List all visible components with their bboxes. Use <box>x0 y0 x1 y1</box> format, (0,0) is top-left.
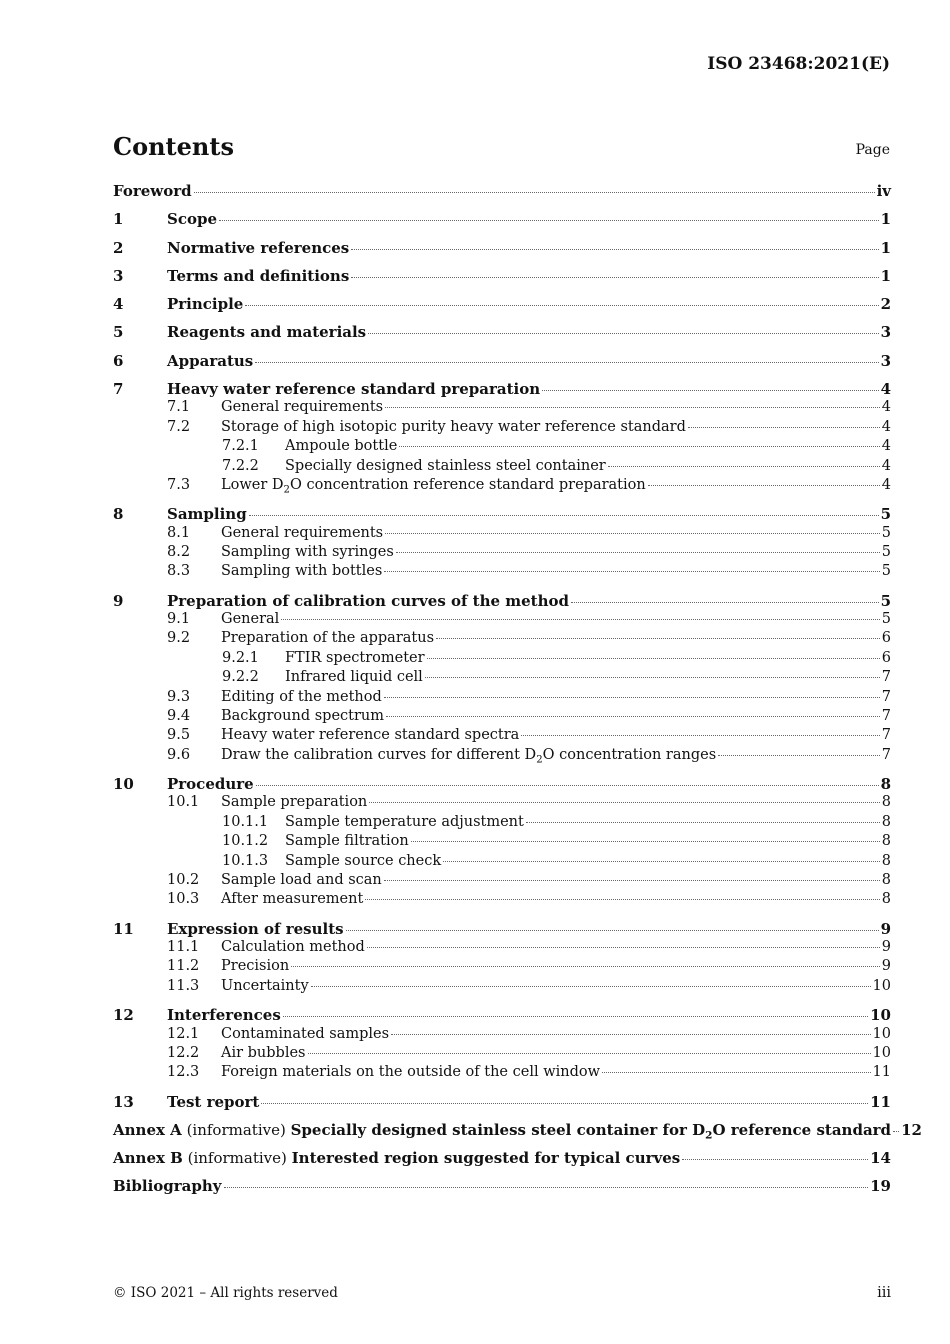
toc-entry-label: Normative references <box>167 238 350 257</box>
toc-entry-page: 9 <box>881 939 891 956</box>
dot-leader <box>365 899 879 900</box>
dot-leader <box>411 841 880 842</box>
toc-entry-title <box>221 630 434 646</box>
dot-leader <box>427 658 880 659</box>
toc-entry-page: 7 <box>881 669 891 686</box>
toc-subclause-entry[interactable] <box>113 891 891 910</box>
toc-entry-page: 12 <box>901 1120 922 1139</box>
toc-entry-number: 5 <box>113 323 124 342</box>
toc-entry-label: Apparatus <box>167 351 254 370</box>
toc-subclause-entry[interactable] <box>113 399 891 418</box>
toc-subclause-entry[interactable] <box>113 1064 891 1083</box>
toc-subclause-entry[interactable] <box>113 630 891 649</box>
toc-entry-title <box>221 727 519 743</box>
toc-entry-title <box>167 1006 281 1024</box>
toc-entry-page: 4 <box>881 438 891 455</box>
toc-subclause-entry[interactable] <box>113 544 891 563</box>
toc-entry-page: 8 <box>881 872 891 889</box>
toc-entry-page: 10 <box>872 977 891 994</box>
toc-clause-entry[interactable] <box>113 239 891 258</box>
toc-entry-page: 5 <box>880 591 891 610</box>
toc-entry-title <box>221 978 309 994</box>
toc-clause-entry[interactable] <box>113 775 891 794</box>
toc-subclause-entry[interactable] <box>113 563 891 582</box>
toc-clause-entry[interactable] <box>113 323 891 342</box>
dot-leader <box>718 755 880 756</box>
toc-subclause-entry[interactable] <box>113 669 891 688</box>
toc-clause-entry[interactable] <box>113 267 891 286</box>
toc-entry-label: Editing of the method <box>221 688 382 705</box>
toc-subclause-entry[interactable] <box>113 814 891 833</box>
toc-entry-page: 4 <box>881 457 891 474</box>
toc-entry-title <box>221 525 383 541</box>
toc-entry-page: 4 <box>881 399 891 416</box>
document-id: ISO 23468:2021(E) <box>707 54 890 74</box>
toc-entry-page: 7 <box>881 708 891 724</box>
toc-clause-entry[interactable] <box>113 920 891 939</box>
toc-entry-title <box>167 267 349 285</box>
toc-entry-label: Sample source check <box>285 852 442 869</box>
toc-entry-page: 8 <box>881 813 891 830</box>
toc-entry-title <box>221 794 367 810</box>
dot-leader <box>526 822 880 823</box>
toc-entry-page: 1 <box>880 238 891 257</box>
toc-entry-label: Preparation of the apparatus <box>221 630 435 647</box>
toc-entry-number: 7.2.1 <box>222 438 259 455</box>
toc-subclause-entry[interactable] <box>113 458 891 477</box>
dot-leader <box>261 1103 868 1104</box>
page-number: iii <box>877 1285 891 1301</box>
toc-entry-number: 2 <box>113 238 124 257</box>
toc-entry-number: 11 <box>113 919 134 938</box>
toc-entry-label: Specially designed stainless steel container <box>285 457 606 474</box>
dot-leader <box>367 947 880 948</box>
toc-entry-page: 1 <box>880 266 891 285</box>
dot-leader <box>436 638 880 639</box>
toc-entry-page: 7 <box>881 688 891 705</box>
toc-entry-number: 12.2 <box>167 1044 200 1061</box>
table-of-contents <box>113 182 922 1197</box>
dot-leader <box>384 880 880 881</box>
dot-leader <box>311 986 871 987</box>
toc-entry-title <box>167 1093 259 1111</box>
toc-entry-label: Background spectrum <box>221 708 384 724</box>
toc-entry-label: General requirements <box>221 399 384 416</box>
toc-entry-page: 5 <box>881 611 891 628</box>
toc-entry-title <box>221 611 279 627</box>
toc-entry-label: Procedure <box>167 775 254 794</box>
toc-subclause-entry[interactable] <box>113 477 891 496</box>
toc-entry-number: 7 <box>113 379 124 398</box>
toc-entry-label: Uncertainty <box>221 977 309 994</box>
toc-entry-label: Storage of high isotopic purity heavy water reference standard <box>221 418 686 435</box>
toc-entry-page: 7 <box>881 727 891 744</box>
toc-entry-number: 10 <box>113 775 134 794</box>
dot-leader <box>194 192 875 193</box>
toc-entry-title <box>285 833 409 849</box>
toc-entry-label: Precision <box>221 958 290 975</box>
toc-entry-title <box>221 544 394 560</box>
toc-entry-number: 9.2 <box>167 630 191 647</box>
toc-entry-number: 13 <box>113 1092 134 1111</box>
toc-entry-title <box>221 689 382 705</box>
toc-clause-entry[interactable] <box>113 592 891 611</box>
toc-entry-title <box>285 438 397 454</box>
toc-entry-page: 10 <box>872 1025 891 1042</box>
toc-entry-page: 19 <box>870 1177 891 1196</box>
toc-subclause-entry[interactable] <box>113 939 891 958</box>
toc-entry-label: Scope <box>167 210 218 229</box>
toc-entry-label: Sample preparation <box>221 794 368 811</box>
dot-leader <box>351 277 878 278</box>
page-column-label: Page <box>855 142 890 158</box>
toc-entry-page: 9 <box>881 958 891 975</box>
toc-entry-number: 12 <box>113 1006 134 1025</box>
toc-subclause-entry[interactable] <box>113 794 891 813</box>
dot-leader <box>443 861 880 862</box>
toc-entry-page: 2 <box>880 295 891 314</box>
toc-entry-label: Heavy water reference standard spectra <box>221 727 520 744</box>
dot-leader <box>682 1159 868 1160</box>
toc-entry-page: 9 <box>880 919 891 938</box>
toc-entry-title <box>113 1149 680 1167</box>
toc-entry-page: 5 <box>881 524 891 541</box>
toc-entry-label: Sampling with syringes <box>221 543 394 560</box>
toc-entry-title <box>285 814 524 830</box>
toc-clause-entry[interactable] <box>113 1006 891 1025</box>
toc-entry-number: 8.3 <box>167 563 191 580</box>
dot-leader <box>602 1072 871 1073</box>
toc-entry-page: 5 <box>881 543 891 560</box>
toc-entry-number: 12.3 <box>167 1064 200 1081</box>
toc-entry-title <box>221 708 384 724</box>
toc-entry-number: 9.6 <box>167 746 191 763</box>
dot-leader <box>219 220 879 221</box>
dot-leader <box>521 735 879 736</box>
page-title: Contents <box>113 132 234 161</box>
toc-entry-number: 11.3 <box>167 977 200 994</box>
toc-entry-title <box>113 1120 892 1142</box>
copyright-notice: © ISO 2021 – All rights reserved <box>113 1285 338 1301</box>
toc-entry-number: 7.2.2 <box>222 457 259 474</box>
annex-note: (informative) <box>181 1120 291 1139</box>
toc-annex-entry[interactable] <box>113 1149 891 1168</box>
toc-entry-title <box>167 239 349 257</box>
toc-entry-label: Sampling <box>167 505 247 524</box>
dot-leader <box>256 785 879 786</box>
toc-entry-number: 9.5 <box>167 727 191 744</box>
toc-entry-page: 11 <box>870 1092 891 1111</box>
dot-leader <box>245 305 878 306</box>
toc-entry-page: 8 <box>880 775 891 794</box>
toc-entry-title <box>113 182 192 200</box>
toc-entry-number: 10.1 <box>167 794 200 811</box>
toc-entry-page: 5 <box>881 563 891 580</box>
toc-entry-title <box>221 476 646 496</box>
toc-entry-number: 4 <box>113 295 124 314</box>
dot-leader <box>425 677 880 678</box>
toc-subclause-entry[interactable] <box>113 650 891 669</box>
toc-annex-entry[interactable] <box>113 1177 891 1196</box>
toc-entry-page: 4 <box>880 379 891 398</box>
toc-entry-title <box>221 563 382 579</box>
dot-leader <box>308 1053 871 1054</box>
toc-entry-label: Reagents and materials <box>167 323 367 342</box>
toc-entry-number: 9 <box>113 591 124 610</box>
toc-subclause-entry[interactable] <box>113 978 891 997</box>
toc-entry-title <box>221 891 363 907</box>
toc-entry-label: Bibliography <box>113 1177 222 1196</box>
toc-entry-number: 7.1 <box>167 399 191 416</box>
toc-entry-page: 6 <box>881 630 891 647</box>
toc-entry-title <box>167 295 243 313</box>
toc-clause-entry[interactable] <box>113 182 891 201</box>
toc-entry-label: After measurement <box>221 891 364 908</box>
toc-entry-label: Infrared liquid cell <box>285 669 423 686</box>
annex-prefix: Annex B <box>113 1149 183 1168</box>
toc-entry-page: 10 <box>870 1006 891 1025</box>
toc-entry-label: Contaminated samples <box>221 1025 390 1042</box>
toc-entry-page: 10 <box>872 1044 891 1061</box>
annex-note: (informative) <box>182 1149 292 1168</box>
toc-entry-label: Test report <box>167 1092 260 1111</box>
toc-entry-title <box>221 399 383 415</box>
toc-entry-page: 7 <box>881 746 891 763</box>
dot-leader <box>369 802 879 803</box>
toc-entry-page: 6 <box>881 649 891 666</box>
toc-entry-number: 1 <box>113 210 124 229</box>
toc-entry-number: 3 <box>113 266 124 285</box>
toc-entry-label: Sampling with bottles <box>221 563 383 580</box>
toc-entry-number: 10.1.3 <box>222 852 269 869</box>
toc-entry-title <box>285 650 425 666</box>
toc-entry-title <box>221 872 382 888</box>
toc-entry-label: Draw the calibration curves for different $D_2O$ concentration ranges <box>221 746 717 766</box>
toc-subclause-entry[interactable] <box>113 419 891 438</box>
toc-entry-title <box>285 853 441 869</box>
toc-entry-page: 1 <box>880 210 891 229</box>
toc-subclause-entry[interactable] <box>113 708 891 727</box>
toc-entry-label: Heavy water reference standard preparation <box>167 379 541 398</box>
toc-entry-number: 7.3 <box>167 476 191 493</box>
toc-subclause-entry[interactable] <box>113 958 891 977</box>
toc-entry-number: 8.1 <box>167 524 191 541</box>
toc-entry-label: Sample temperature adjustment <box>285 813 524 830</box>
dot-leader <box>384 571 880 572</box>
toc-entry-title <box>221 746 717 766</box>
toc-annex-entry[interactable] <box>113 1120 922 1142</box>
toc-entry-label: Specially designed stainless steel container for $D_2O$ reference standard <box>290 1120 892 1142</box>
toc-entry-number: 8.2 <box>167 543 191 560</box>
toc-clause-entry[interactable] <box>113 380 891 399</box>
toc-clause-entry[interactable] <box>113 1093 891 1112</box>
annex-prefix: Annex A <box>113 1120 182 1139</box>
toc-entry-page: 4 <box>881 418 891 435</box>
toc-entry-label: Lower $D_2O$ concentration reference standard preparation <box>221 476 646 496</box>
dot-leader <box>386 716 880 717</box>
dot-leader <box>542 390 878 391</box>
toc-subclause-entry[interactable] <box>113 727 891 746</box>
dot-leader <box>291 966 880 967</box>
toc-subclause-entry[interactable] <box>113 833 891 852</box>
toc-entry-page: 3 <box>880 351 891 370</box>
toc-entry-title <box>167 592 569 610</box>
dot-leader <box>385 533 880 534</box>
toc-subclause-entry[interactable] <box>113 611 891 630</box>
toc-entry-title <box>167 380 540 398</box>
toc-entry-number: 9.1 <box>167 611 191 628</box>
toc-subclause-entry[interactable] <box>113 1045 891 1064</box>
toc-entry-number: 6 <box>113 351 124 370</box>
toc-entry-number: 10.1.2 <box>222 833 269 850</box>
dot-leader <box>893 1131 899 1132</box>
toc-entry-label: Sample load and scan <box>221 872 382 889</box>
toc-clause-entry[interactable] <box>113 352 891 371</box>
toc-entry-title <box>221 1064 600 1080</box>
toc-entry-label: Ampoule bottle <box>285 438 398 455</box>
toc-subclause-entry[interactable] <box>113 689 891 708</box>
toc-entry-page: 8 <box>881 852 891 869</box>
toc-entry-number: 10.3 <box>167 891 200 908</box>
dot-leader <box>571 602 879 603</box>
toc-subclause-entry[interactable] <box>113 438 891 457</box>
dot-leader <box>368 333 878 334</box>
toc-entry-label: Foreign materials on the outside of the cell window <box>221 1064 601 1081</box>
toc-entry-number: 7.2 <box>167 418 191 435</box>
dot-leader <box>384 697 880 698</box>
dot-leader <box>255 362 878 363</box>
toc-entry-label: Interested region suggested for typical curves <box>291 1149 681 1168</box>
toc-entry-page: 11 <box>872 1064 891 1081</box>
toc-entry-title <box>221 419 686 435</box>
toc-clause-entry[interactable] <box>113 295 891 314</box>
page-footer <box>113 1285 891 1301</box>
toc-entry-number: 9.3 <box>167 688 191 705</box>
toc-entry-number: 10.1.1 <box>222 813 269 830</box>
toc-entry-label: General <box>221 611 280 628</box>
dot-leader <box>281 619 879 620</box>
toc-entry-page: iv <box>876 182 891 200</box>
toc-entry-title <box>113 1177 222 1195</box>
toc-entry-label: FTIR spectrometer <box>285 649 425 666</box>
toc-entry-label: Calculation method <box>221 939 365 956</box>
toc-entry-page: 5 <box>880 505 891 524</box>
toc-entry-label: Sample filtration <box>285 833 409 850</box>
toc-entry-title <box>285 458 606 474</box>
toc-subclause-entry[interactable] <box>113 1026 891 1045</box>
toc-entry-title <box>167 210 217 228</box>
toc-subclause-entry[interactable] <box>113 747 891 766</box>
toc-entry-number: 9.2.1 <box>222 649 259 666</box>
toc-entry-title <box>167 352 253 370</box>
toc-entry-page: 14 <box>870 1149 891 1168</box>
dot-leader <box>385 407 880 408</box>
toc-entry-title <box>221 939 365 955</box>
toc-entry-title <box>167 505 247 523</box>
toc-entry-label: Terms and definitions <box>167 266 350 285</box>
toc-clause-entry[interactable] <box>113 505 891 524</box>
toc-entry-number: 8 <box>113 505 124 524</box>
dot-leader <box>224 1187 869 1188</box>
toc-entry-label: Interferences <box>167 1006 281 1025</box>
dot-leader <box>391 1034 870 1035</box>
dot-leader <box>399 446 879 447</box>
dot-leader <box>351 249 878 250</box>
toc-entry-title <box>221 958 289 974</box>
toc-entry-label: Foreword <box>113 182 192 200</box>
toc-entry-page: 8 <box>881 891 891 908</box>
dot-leader <box>283 1016 868 1017</box>
toc-subclause-entry[interactable] <box>113 872 891 891</box>
toc-subclause-entry[interactable] <box>113 853 891 872</box>
toc-entry-label: Air bubbles <box>221 1044 306 1061</box>
toc-entry-title <box>167 775 254 793</box>
dot-leader <box>608 466 880 467</box>
toc-entry-page: 8 <box>881 794 891 811</box>
dot-leader <box>688 427 880 428</box>
dot-leader <box>346 930 879 931</box>
toc-entry-title <box>167 323 366 341</box>
toc-entry-number: 9.2.2 <box>222 669 259 686</box>
dot-leader <box>396 552 880 553</box>
dot-leader <box>249 515 879 516</box>
toc-entry-number: 11.2 <box>167 958 200 975</box>
toc-entry-label: General requirements <box>221 524 384 541</box>
toc-entry-title <box>221 1026 389 1042</box>
toc-entry-page: 3 <box>880 323 891 342</box>
toc-entry-title <box>221 1045 306 1061</box>
toc-entry-number: 10.2 <box>167 872 200 889</box>
toc-entry-label: Expression of results <box>167 919 344 938</box>
toc-entry-title <box>167 920 344 938</box>
toc-entry-title <box>285 669 423 685</box>
toc-entry-page: 4 <box>881 476 891 493</box>
toc-subclause-entry[interactable] <box>113 525 891 544</box>
toc-entry-number: 9.4 <box>167 708 191 724</box>
dot-leader <box>648 485 880 486</box>
toc-entry-label: Preparation of calibration curves of the method <box>167 591 570 610</box>
toc-entry-page: 8 <box>881 833 891 850</box>
toc-entry-label: Principle <box>167 295 244 314</box>
toc-entry-number: 11.1 <box>167 939 200 956</box>
toc-clause-entry[interactable] <box>113 210 891 229</box>
toc-entry-number: 12.1 <box>167 1025 200 1042</box>
